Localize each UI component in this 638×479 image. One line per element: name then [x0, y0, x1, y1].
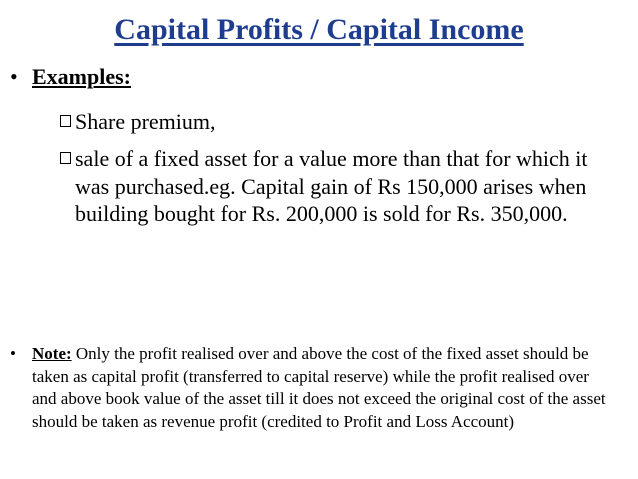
note-label: Note:	[32, 344, 72, 363]
note-bullet	[10, 343, 620, 433]
examples-bullet	[10, 64, 131, 90]
examples-label: Examples:	[32, 64, 131, 89]
example-item-text: sale of a fixed asset for a value more than that for which it was purchased.eg. Capital gain of Rs 150,000 arises when building bought for Rs. 200,000 is sold for Rs. 350,000.	[75, 146, 588, 226]
example-item	[60, 108, 620, 136]
bullet-icon: •	[10, 344, 16, 363]
checkbox-bullet-icon	[60, 152, 71, 164]
note-text: Only the profit realised over and above the cost of the fixed asset should be taken as capital profit (transferred to capital reserve) while the profit realised over and above book value of the asset till it does not exceed the original cost of the asset should be taken as revenue profit (credited to Profit and Loss Account)	[32, 344, 606, 431]
example-item	[60, 145, 620, 228]
example-item-text: Share premium,	[75, 109, 216, 134]
note-paragraph	[32, 343, 617, 433]
checkbox-bullet-icon	[60, 115, 71, 127]
bullet-icon: •	[10, 64, 18, 89]
slide-title: Capital Profits / Capital Income	[114, 13, 524, 46]
